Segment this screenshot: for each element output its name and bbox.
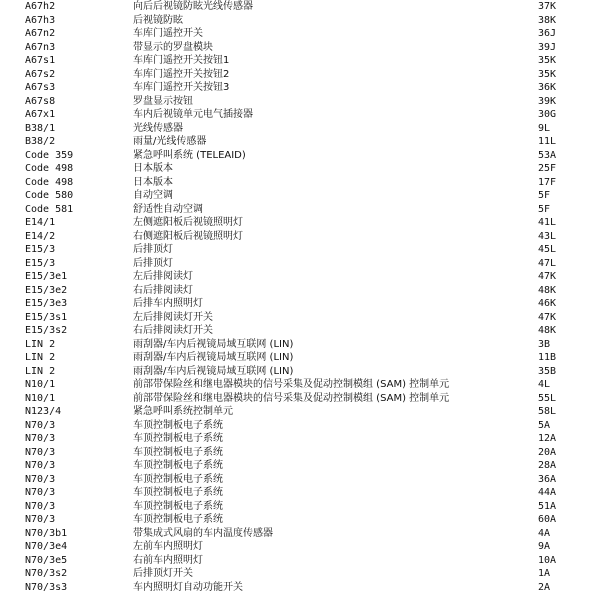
table-row [0,230,603,244]
table-row [0,27,603,41]
table-row [0,311,603,325]
grid-location: 2A [538,581,551,593]
component-description: 车顶控制板电子系统 [133,514,223,525]
grid-location: 5F [538,203,551,215]
component-description: 右侧遮阳板后视镜照明灯 [133,230,243,242]
table-row [0,54,603,68]
component-description: 车顶控制板电子系统 [133,487,223,498]
table-row [0,297,603,311]
grid-location: 3B [538,338,551,350]
grid-location: 48K [538,284,557,296]
table-row [0,189,603,203]
component-description: 光线传感器 [133,122,183,134]
table-row [0,216,603,230]
grid-location: 36K [538,82,557,93]
component-description: 车顶控制板电子系统 [133,460,223,471]
component-code: N70/3s2 [25,568,68,579]
grid-location: 44A [538,487,557,498]
grid-location: 43L [538,230,557,242]
component-code: N70/3e4 [25,541,68,552]
grid-location: 25F [538,163,557,174]
component-code: N10/1 [25,392,56,404]
grid-location: 17F [538,176,557,188]
component-description: 带集成式风扇的车内温度传感器 [133,527,273,539]
component-description: 左后排阅读灯 [133,271,193,282]
table-row [0,365,603,379]
table-row [0,513,603,527]
grid-location: 4L [538,379,551,390]
component-description: 车库门遥控开关按钮2 [133,68,230,80]
grid-location: 35K [538,68,557,80]
component-code: E15/3s1 [25,311,68,323]
component-description: 车顶控制板电子系统 [133,500,223,512]
table-row [0,338,603,352]
table-row [0,581,603,595]
table-row [0,405,603,419]
component-code: A67h3 [25,14,56,26]
component-description: 日本版本 [133,176,173,188]
component-description: 前部带保险丝和继电器模块的信号采集及促动控制模组 (SAM) 控制单元 [133,379,450,390]
component-code: Code 580 [25,190,74,201]
table-row [0,0,603,14]
table-row [0,68,603,82]
grid-location: 28A [538,460,557,471]
table-row [0,162,603,176]
grid-location: 48K [538,325,557,336]
grid-location: 12A [538,433,557,444]
table-row [0,378,603,392]
table-row [0,419,603,433]
component-code: A67s3 [25,82,56,93]
grid-location: 9A [538,541,551,552]
component-description: 车顶控制板电子系统 [133,419,223,431]
component-description: 前部带保险丝和继电器模块的信号采集及促动控制模组 (SAM) 控制单元 [133,392,450,404]
component-code: B38/2 [25,136,56,147]
component-description: 雨刮器/车内后视镜局域互联网 (LIN) [133,365,294,377]
grid-location: 37K [538,1,557,12]
component-description: 向后后视镜防眩光线传感器 [133,1,253,12]
table-row [0,473,603,487]
table-row [0,176,603,190]
component-description: 左后排阅读灯开关 [133,311,213,323]
component-code: E15/3 [25,244,56,255]
component-description: 车顶控制板电子系统 [133,433,223,444]
component-description: 后排顶灯 [133,244,173,255]
component-code: E15/3 [25,257,56,269]
component-description: 雨量/光线传感器 [133,136,207,147]
grid-location: 51A [538,500,557,512]
component-description: 车顶控制板电子系统 [133,446,223,458]
component-description: 车内后视镜单元电气插接器 [133,109,253,120]
table-row [0,243,603,257]
grid-location: 60A [538,514,557,525]
grid-location: 58L [538,406,557,417]
component-code: E15/3s2 [25,325,68,336]
component-code: N70/3 [25,487,56,498]
component-code: N70/3 [25,500,56,512]
table-row [0,540,603,554]
component-code: N70/3s3 [25,581,68,593]
table-row [0,392,603,406]
table-row [0,257,603,271]
component-code: LIN 2 [25,365,56,377]
component-description: 车库门遥控开关按钮3 [133,82,230,93]
component-code: Code 581 [25,203,74,215]
component-code: N70/3 [25,446,56,458]
grid-location: 47K [538,311,557,323]
grid-location: 35B [538,365,557,377]
component-code: A67s8 [25,95,56,107]
component-code: N10/1 [25,379,56,390]
component-code: N70/3e5 [25,554,68,566]
table-row [0,108,603,122]
component-description: 右前车内照明灯 [133,554,203,566]
grid-location: 4A [538,527,551,539]
table-row [0,284,603,298]
table-row [0,41,603,55]
component-description: 车库门遥控开关 [133,28,203,39]
component-description: 右后排阅读灯 [133,284,193,296]
component-description: 雨刮器/车内后视镜局域互联网 (LIN) [133,338,294,350]
component-description: 后排车内照明灯 [133,298,203,309]
component-description: 紧急呼叫系统控制单元 [133,406,233,417]
table-row [0,486,603,500]
component-description: 车内照明灯自动功能开关 [133,581,243,593]
component-description: 左前车内照明灯 [133,541,203,552]
component-description: 右后排阅读灯开关 [133,325,213,336]
table-row [0,81,603,95]
component-description: 左侧遮阳板后视镜照明灯 [133,217,243,228]
grid-location: 1A [538,568,551,579]
table-row [0,527,603,541]
grid-location: 39J [538,41,557,53]
component-description: 车库门遥控开关按钮1 [133,55,230,66]
table-row [0,324,603,338]
component-code: LIN 2 [25,352,56,363]
grid-location: 36J [538,28,557,39]
table-row [0,203,603,217]
component-code: N70/3 [25,514,56,525]
component-code: N70/3 [25,473,56,485]
component-code: N123/4 [25,406,62,417]
component-description: 舒适性自动空调 [133,203,203,215]
component-code: A67n3 [25,41,56,53]
table-row [0,459,603,473]
grid-location: 9L [538,122,551,134]
component-description: 车顶控制板电子系统 [133,473,223,485]
component-code: B38/1 [25,122,56,134]
grid-location: 55L [538,392,557,404]
table-row [0,122,603,136]
table-row [0,14,603,28]
grid-location: 38K [538,14,557,26]
component-code: A67s1 [25,55,56,66]
grid-location: 36A [538,473,557,485]
component-code: E15/3e1 [25,271,68,282]
grid-location: 5A [538,419,551,431]
grid-location: 45L [538,244,557,255]
component-code: LIN 2 [25,338,56,350]
component-code: N70/3 [25,419,56,431]
component-code: N70/3 [25,460,56,471]
component-description: 雨刮器/车内后视镜局域互联网 (LIN) [133,352,294,363]
grid-location: 39K [538,95,557,107]
component-description: 后视镜防眩 [133,14,183,26]
table-row [0,351,603,365]
component-code: N70/3b1 [25,527,68,539]
table-row [0,446,603,460]
table-row [0,432,603,446]
grid-location: 5F [538,190,551,201]
component-description: 后排顶灯开关 [133,568,193,579]
component-code: E15/3e3 [25,298,68,309]
component-description: 带显示的罗盘模块 [133,41,213,53]
component-code: N70/3 [25,433,56,444]
component-code: Code 498 [25,163,74,174]
component-description: 罗盘显示按钮 [133,95,193,107]
grid-location: 11L [538,136,557,147]
component-code: E14/2 [25,230,56,242]
component-description: 后排顶灯 [133,257,173,269]
grid-location: 10A [538,554,557,566]
grid-location: 11B [538,352,557,363]
grid-location: 47K [538,271,557,282]
component-code: Code 359 [25,149,74,161]
grid-location: 53A [538,149,557,161]
table-row [0,500,603,514]
component-code: E14/1 [25,217,56,228]
grid-location: 47L [538,257,557,269]
grid-location: 46K [538,298,557,309]
table-row [0,567,603,581]
component-code: A67s2 [25,68,56,80]
component-code: A67h2 [25,1,56,12]
table-row [0,135,603,149]
component-description: 自动空调 [133,190,173,201]
component-description: 日本版本 [133,163,173,174]
component-code: A67x1 [25,109,56,120]
grid-location: 30G [538,109,557,120]
component-description: 紧急呼叫系统 (TELEAID) [133,149,246,161]
component-code: A67n2 [25,28,56,39]
table-row [0,149,603,163]
table-row [0,554,603,568]
component-code: E15/3e2 [25,284,68,296]
grid-location: 20A [538,446,557,458]
grid-location: 35K [538,55,557,66]
grid-location: 41L [538,217,557,228]
component-code: Code 498 [25,176,74,188]
table-row [0,270,603,284]
table-row [0,95,603,109]
